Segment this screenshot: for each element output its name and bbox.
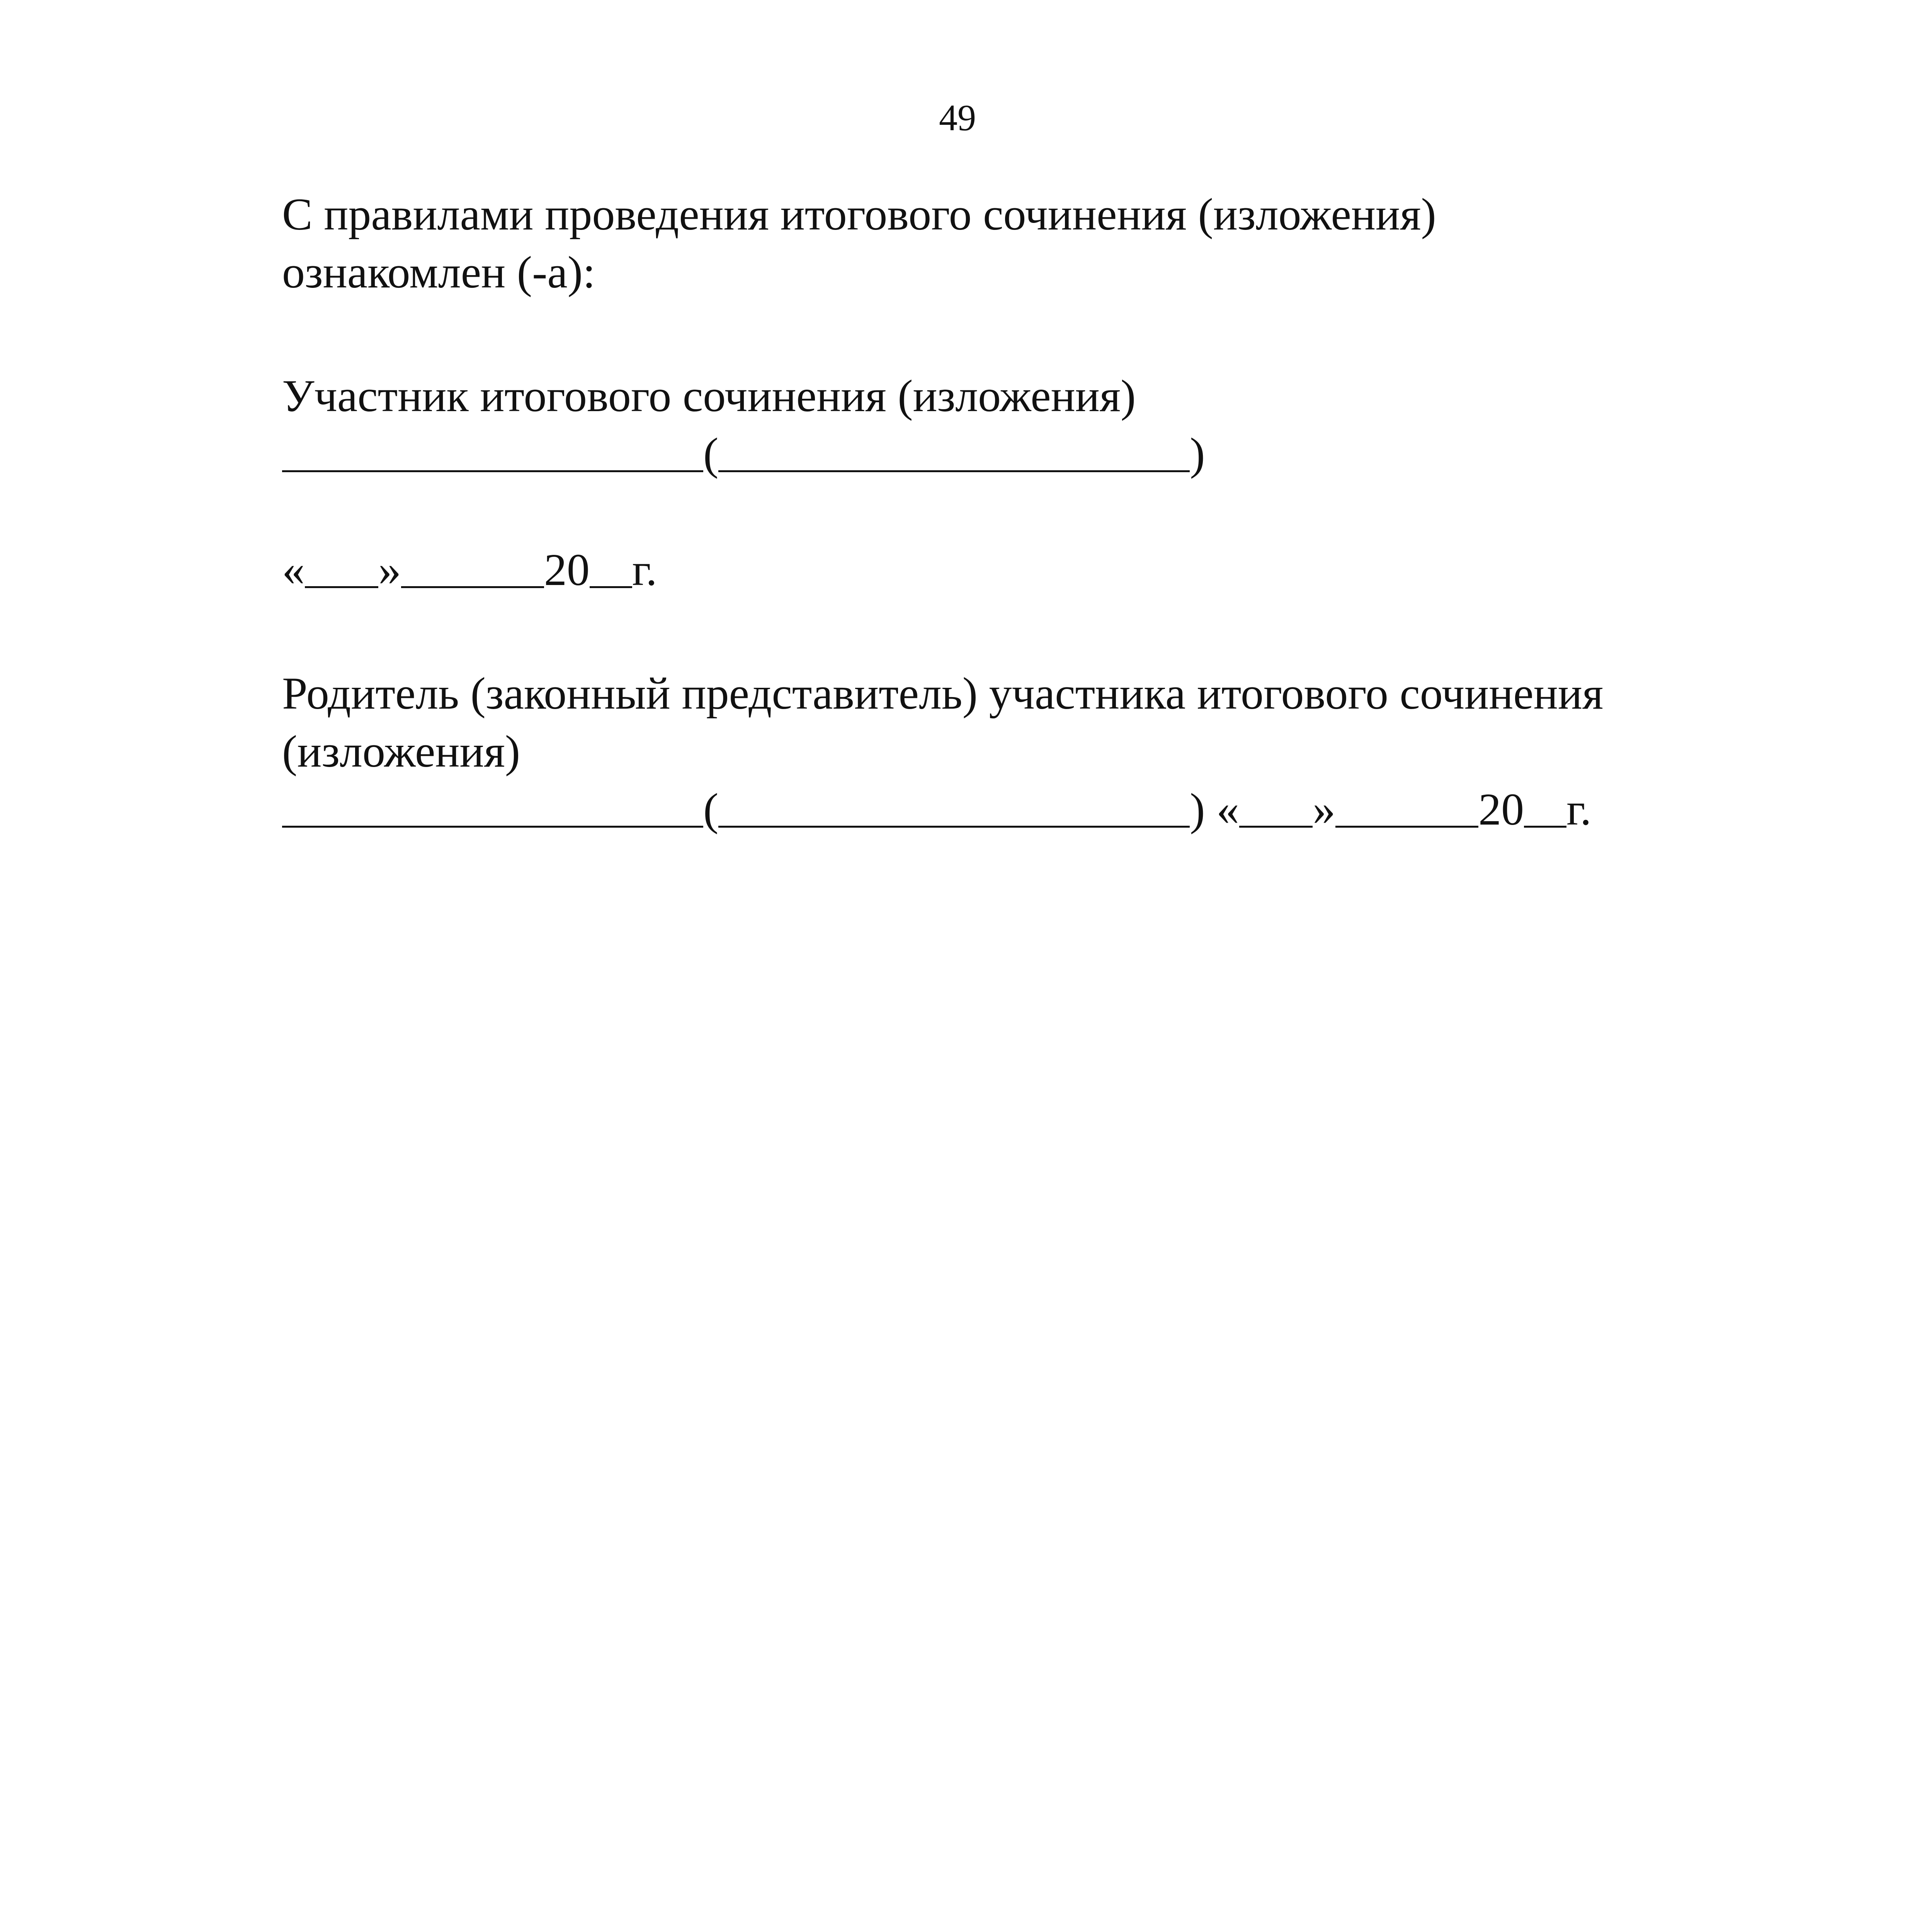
parent-signature-line xyxy=(282,781,1712,838)
participant-month-blank[interactable] xyxy=(401,546,544,588)
parent-paren-open: ( xyxy=(703,784,719,835)
parent-paren-close: ) xyxy=(1190,784,1205,835)
participant-date-line xyxy=(282,541,1712,599)
participant-signature-line xyxy=(282,425,1712,483)
parent-month-blank[interactable] xyxy=(1335,786,1478,828)
parent-year-suffix: г. xyxy=(1566,784,1592,835)
parent-year-blank[interactable] xyxy=(1524,786,1566,828)
spacer xyxy=(282,483,1712,541)
participant-year-prefix: 20 xyxy=(544,544,590,595)
participant-year-suffix: г. xyxy=(632,544,657,595)
participant-name-blank[interactable] xyxy=(718,430,1190,472)
spacer xyxy=(282,301,1712,367)
page-number: 49 xyxy=(939,97,976,138)
parent-signature-blank[interactable] xyxy=(282,786,703,828)
participant-day-blank[interactable] xyxy=(305,546,378,588)
participant-year-blank[interactable] xyxy=(590,546,632,588)
parent-day-blank[interactable] xyxy=(1239,786,1313,828)
parent-label-line-2: (изложения) xyxy=(282,726,520,777)
participant-date-close-quote: » xyxy=(378,544,401,595)
parent-name-blank[interactable] xyxy=(718,786,1190,828)
participant-signature-blank[interactable] xyxy=(282,430,703,472)
acknowledgement-line-2: ознакомлен (-а): xyxy=(282,247,595,298)
participant-label: Участник итогового сочинения (изложения) xyxy=(282,371,1136,421)
parent-label-line-1: Родитель (законный представитель) участника итогового сочинения xyxy=(282,668,1604,719)
acknowledgement-line-1: С правилами проведения итогового сочинения (изложения) xyxy=(282,189,1436,240)
document-body xyxy=(282,185,1712,838)
participant-date-open-quote: « xyxy=(282,544,305,595)
parent-date-open-quote: « xyxy=(1216,784,1240,835)
participant-paren-close: ) xyxy=(1190,429,1205,479)
parent-date-close-quote: » xyxy=(1313,784,1336,835)
parent-year-prefix: 20 xyxy=(1478,784,1524,835)
spacer xyxy=(282,599,1712,665)
participant-paren-open: ( xyxy=(703,429,719,479)
